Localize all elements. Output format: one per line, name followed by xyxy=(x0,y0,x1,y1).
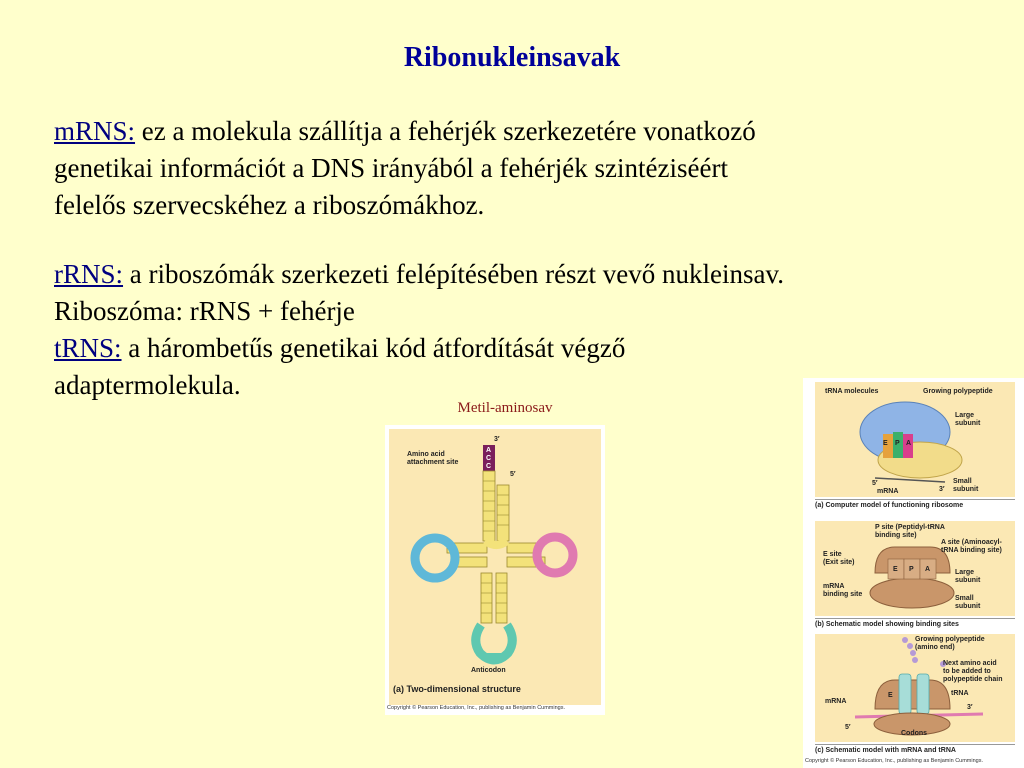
growing-polypeptide-c-label: Growing polypeptide (amino end) xyxy=(915,636,985,651)
amino-acid-site-label: Amino acid attachment site xyxy=(407,451,459,466)
mrns-paragraph xyxy=(54,113,756,224)
trna-structure-figure xyxy=(385,425,605,715)
acceptor-base-1: A xyxy=(486,447,492,454)
mrna-label-c: mRNA xyxy=(825,698,847,705)
mrna-label-a: mRNA xyxy=(877,488,899,495)
large-subunit-label-b: Large subunit xyxy=(955,569,981,584)
p-site-label: P site (Peptidyl-tRNA binding site) xyxy=(875,524,945,539)
rrns-text: a riboszómák szerkezeti felépítésében részt vevő nukleinsav. xyxy=(123,259,785,289)
panel-c-schematic xyxy=(815,634,1015,742)
trns-text-2: adaptermolekula. xyxy=(54,370,241,400)
metil-aminosav-label: Metil-aminosav xyxy=(457,400,553,416)
e-site-description: E site (Exit site) xyxy=(823,551,855,566)
five-prime-label-a: 5′ xyxy=(872,480,878,487)
five-prime-label-c: 5′ xyxy=(845,724,851,731)
slide-title: Ribonukleinsavak xyxy=(403,42,621,73)
ribosome-definition: Riboszóma: rRNS + fehérje xyxy=(54,296,355,326)
trns-term: tRNS: xyxy=(54,333,122,363)
large-subunit-label-a: Large subunit xyxy=(955,412,981,427)
small-subunit-shape-b xyxy=(870,578,954,608)
small-subunit-label-b: Small subunit xyxy=(955,595,981,610)
ribosome-figure xyxy=(803,378,1024,768)
slot-a-letter: A xyxy=(925,566,931,573)
large-subunit-shape-c xyxy=(875,680,950,709)
site-p-label-a: P xyxy=(895,440,900,447)
acceptor-stem-left xyxy=(483,471,495,541)
a-site-description: A site (Aminoacyl- tRNA binding site) xyxy=(941,539,1002,554)
rrns-term: rRNS: xyxy=(54,259,124,289)
trna-p-shape xyxy=(899,674,911,714)
anticodon-label: Anticodon xyxy=(471,667,506,674)
mrns-text-3: felelős szervecskéhez a riboszómákhoz. xyxy=(54,190,485,220)
rrns-paragraph xyxy=(54,256,784,404)
panel-b-schematic xyxy=(815,521,1015,616)
d-arm-bottom xyxy=(455,557,487,567)
trna-copyright: Copyright © Pearson Education, Inc., publishing as Benjamin Cummings. xyxy=(387,705,566,711)
mrna-binding-site-label: mRNA binding site xyxy=(823,583,863,598)
slot-e-letter: E xyxy=(893,566,898,573)
next-amino-acid-label: Next amino acid to be added to polypeptide chain xyxy=(943,660,1003,683)
trna-figure-caption: (a) Two-dimensional structure xyxy=(393,684,521,694)
mrns-term: mRNS: xyxy=(54,116,136,146)
computer-model-illustration xyxy=(815,382,1015,497)
small-subunit-label-a: Small subunit xyxy=(953,478,979,493)
site-e-label-c: E xyxy=(888,692,893,699)
site-a-label-a: A xyxy=(906,440,912,447)
three-prime-label-c: 3′ xyxy=(967,704,973,711)
acceptor-base-2: C xyxy=(486,455,492,462)
trns-text: a hárombetűs genetikai kód átfordítását végző xyxy=(121,333,626,363)
anticodon-stem-left xyxy=(481,573,492,623)
peptide-bead-1 xyxy=(902,637,908,643)
site-e-label-a: E xyxy=(883,440,888,447)
acceptor-base-3: C xyxy=(486,463,492,470)
trna-three-prime: 3′ xyxy=(494,436,500,443)
trna-five-prime: 5′ xyxy=(510,471,516,478)
trna-a-shape xyxy=(917,674,929,714)
panel-c-caption: (c) Schematic model with mRNA and tRNA xyxy=(815,744,1015,754)
ribosome-copyright: Copyright © Pearson Education, Inc., publishing as Benjamin Cummings. xyxy=(805,758,984,764)
mrns-text-2: genetikai információt a DNS irányából a fehérjék szintéziséért xyxy=(54,153,728,183)
peptide-bead-2 xyxy=(907,643,913,649)
mrna-strand xyxy=(875,478,945,482)
mrns-text-1: ez a molekula szállítja a fehérjék szerkezetére vonatkozó xyxy=(135,116,756,146)
t-loop xyxy=(537,537,573,573)
growing-polypeptide-label: Growing polypeptide xyxy=(923,388,993,395)
trna-label-c: tRNA xyxy=(951,690,969,697)
trna-molecules-label: tRNA molecules xyxy=(825,388,879,395)
acceptor-stem-right xyxy=(497,485,509,541)
center-junction xyxy=(485,541,507,545)
d-loop xyxy=(415,538,455,578)
panel-b-caption: (b) Schematic model showing binding sites xyxy=(815,618,1015,628)
slot-p-letter: P xyxy=(909,566,914,573)
codons-label: Codons xyxy=(901,730,928,737)
three-prime-label-a: 3′ xyxy=(939,486,945,493)
anticodon-bases xyxy=(482,653,506,659)
peptide-bead-4 xyxy=(912,657,918,663)
panel-a-caption: (a) Computer model of functioning ribosome xyxy=(815,499,1015,509)
anticodon-stem-right xyxy=(496,573,507,623)
panel-a-computer-model xyxy=(815,382,1015,497)
